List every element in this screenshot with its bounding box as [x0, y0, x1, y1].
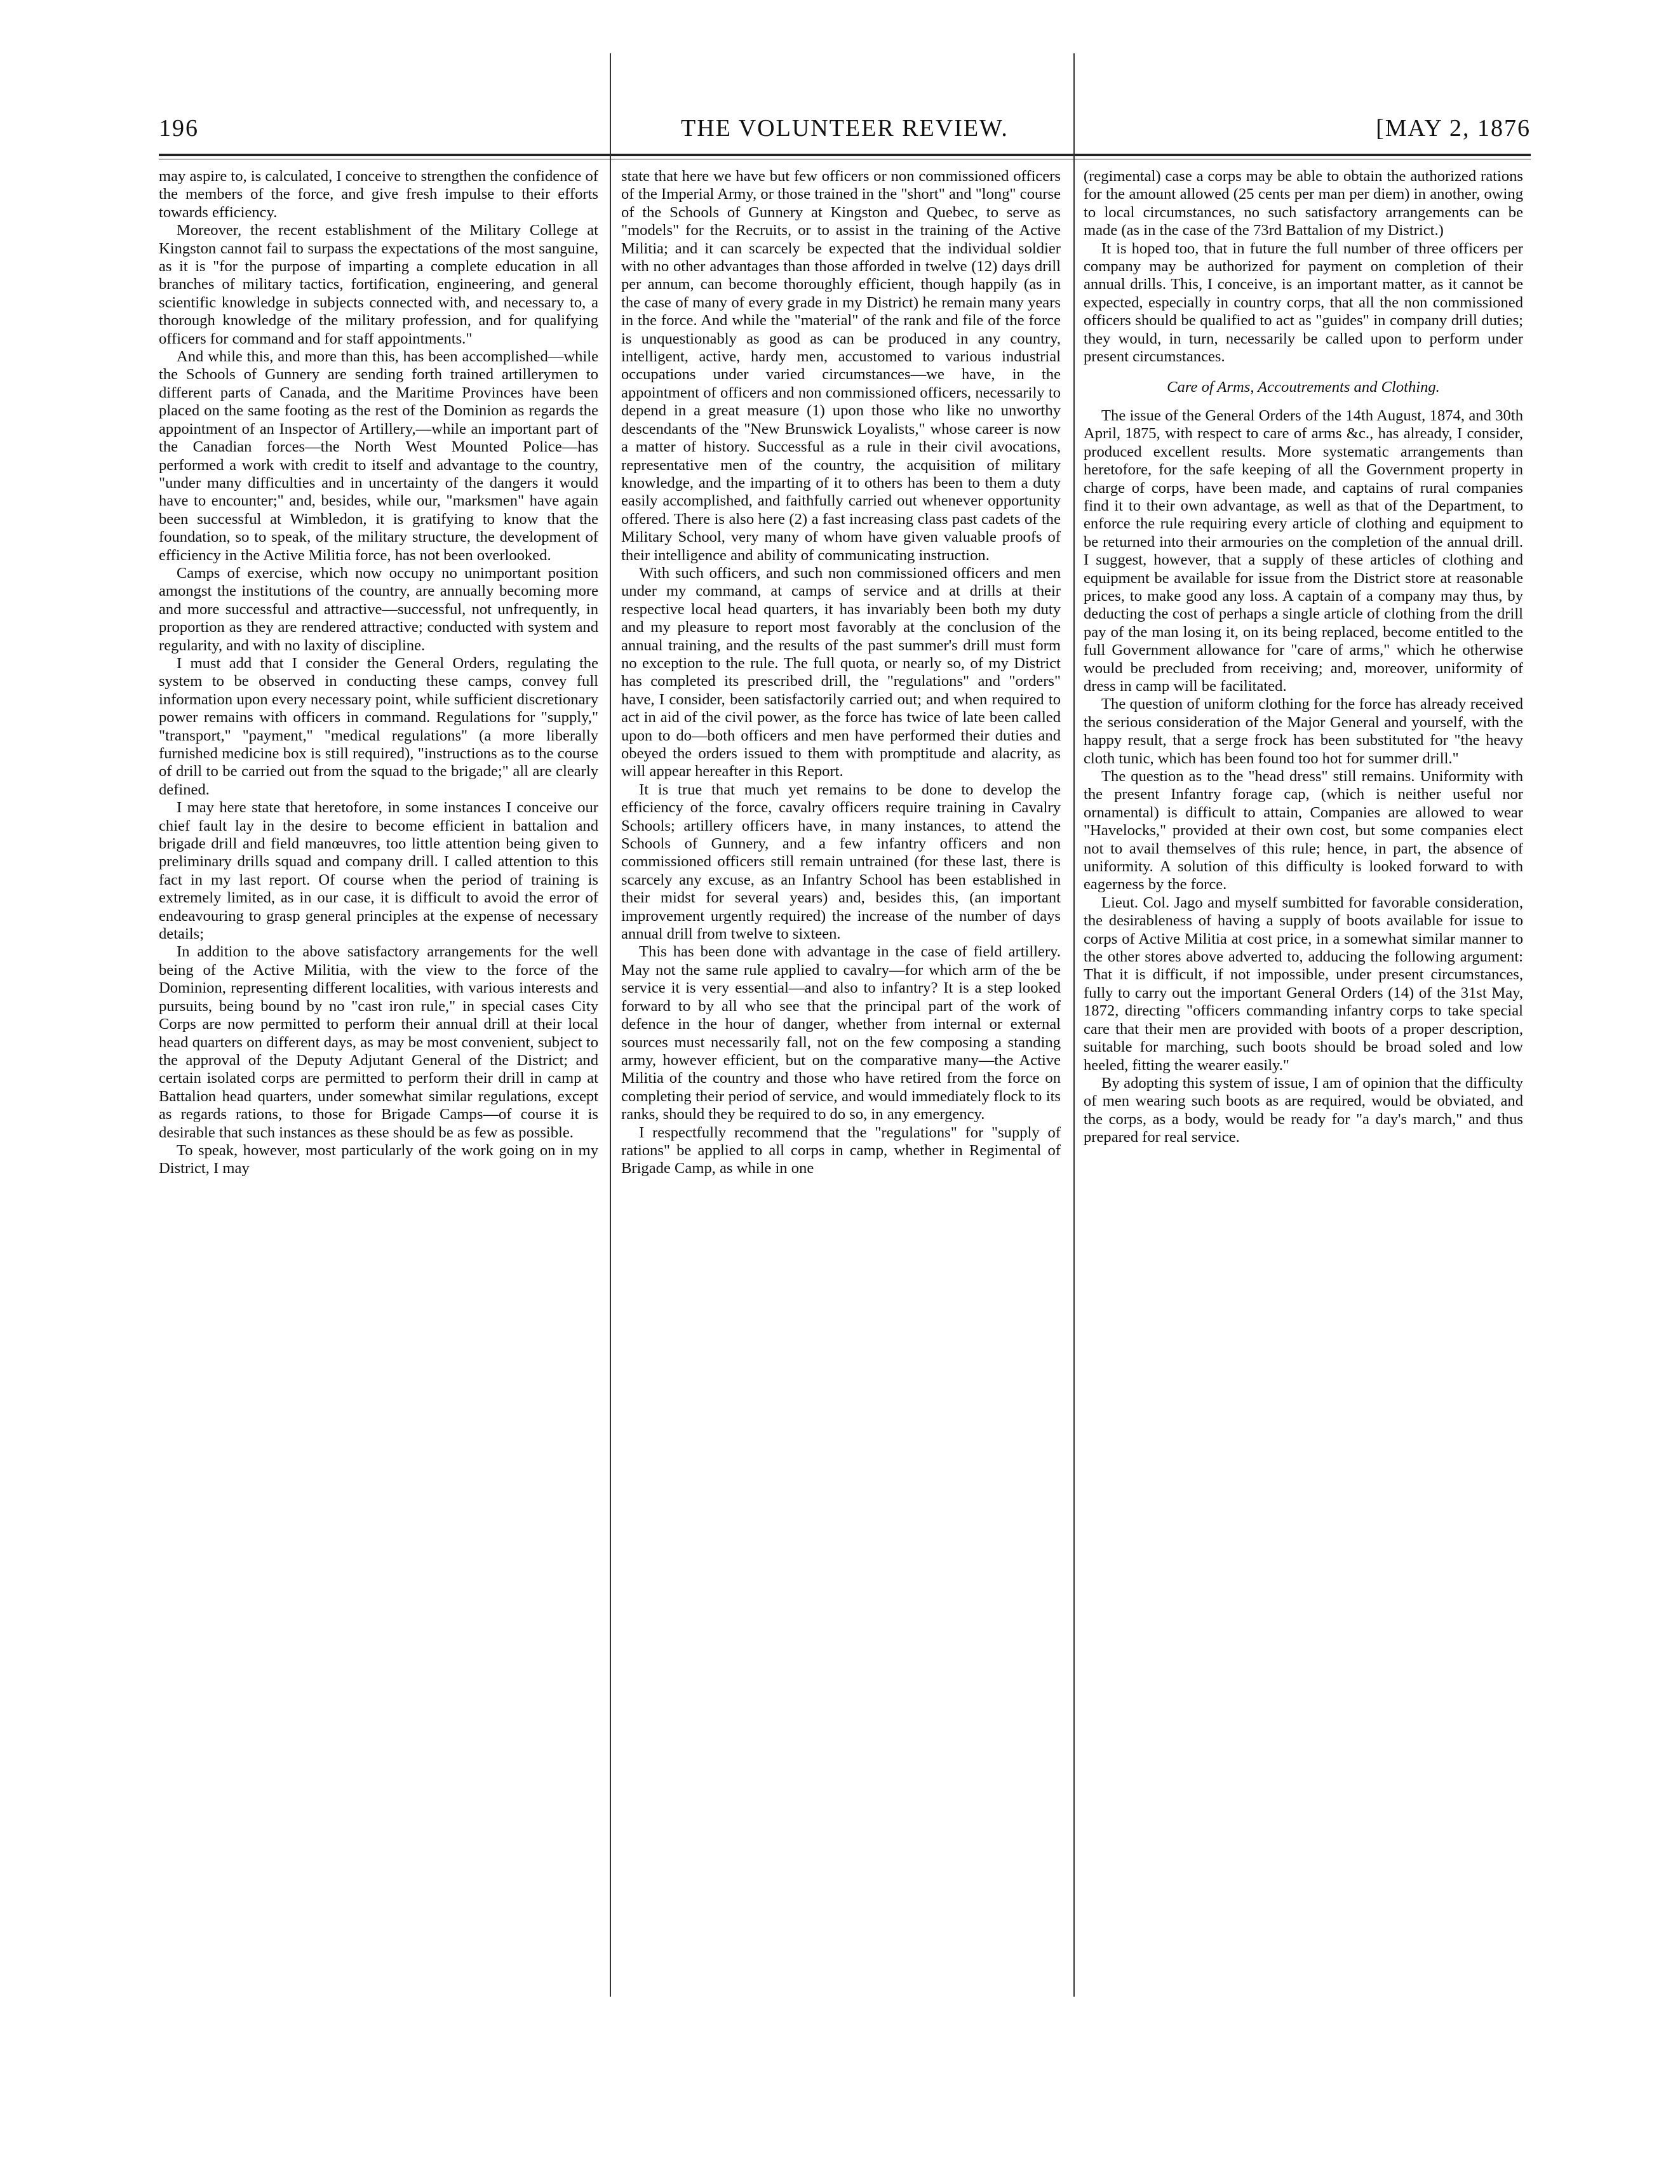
article-columns: [159, 168, 1531, 2124]
newspaper-page: [159, 114, 1531, 2134]
paragraph: The issue of the General Orders of the 14th August, 1874, and 30th April, 1875, with respect to care of arms &c., has already, I consider, produced excellent results. More systematic arrangements than heretofore, for the safe keeping of all the Government property in charge of corps, have been made, and captains of rural companies find it to their own advantage, as well as that of the Department, to enforce the rule requiring every article of clothing and equipment to be returned into their armouries on the completion of the annual drill. I suggest, however, that a supply of these articles of clothing and equipment be available for issue from the District store at reasonable prices, to make good any loss. A captain of a company may thus, by deducting the cost of perhaps a single article of clothing from the drill pay of the man losing it, on its being replaced, become entitled to the full Government allowance for "care of arms," which he otherwise would be precluded from receiving; and, moreover, uniformity of dress in camp will be facilitated.: [1084, 406, 1523, 695]
column-3: [1084, 168, 1523, 2124]
column-2: [621, 168, 1061, 2124]
paragraph: Lieut. Col. Jago and myself sumbitted for favorable consideration, the desirableness of having a supply of boots available for issue to corps of Active Militia at cost price, in a somewhat similar manner to the other stores above adverted to, adducing the following argument: That it is difficult, if not impossible, under present circumstances, fully to carry out the important General Orders (14) of the 31st May, 1872, directing "officers commanding infantry corps to take special care that their men are provided with boots of a proper description, suitable for marching, such boots should be broad soled and low heeled, fitting the wearer easily.": [1084, 894, 1523, 1074]
header-rule: [159, 154, 1531, 156]
masthead-title: THE VOLUNTEER REVIEW.: [681, 115, 1009, 142]
paragraph: Camps of exercise, which now occupy no unimportant position amongst the institutions of the country, are annually becoming more and more successful and attractive—successful, not unfrequently, in proportion as they are rendered attractive; conducted with system and regularity, and with no laxity of discipline.: [159, 564, 598, 654]
paragraph: I respectfully recommend that the "regulations" for "supply of rations" be applied to all corps in camp, whether in Regimental of Brigade Camp, as while in one: [621, 1123, 1061, 1177]
column-1: [159, 168, 598, 2124]
paragraph: It is true that much yet remains to be done to develop the efficiency of the force, cavalry officers require training in Cavalry Schools; artillery officers have, in many instances, to attend the Schools of Gunnery, and a few infantry officers and non commissioned officers still remain untrained (for these last, there is scarcely any excuse, as an Infantry School has been established in their midst for several years) and, besides this, (an important improvement urgently required) the increase of the number of days annual drill from twelve to sixteen.: [621, 780, 1061, 943]
paragraph: I may here state that heretofore, in some instances I conceive our chief fault lay in the desire to become efficient in battalion and brigade drill and field manœuvres, too little attention being given to preliminary drills squad and company drill. I called attention to this fact in my last report. Of course when the period of training is extremely limited, as in our case, it is difficult to avoid the error of endeavouring to grasp general principles at the expense of necessary details;: [159, 799, 598, 943]
paragraph: may aspire to, is calculated, I conceive to strengthen the confidence of the members of the force, and give fresh impulse to their efforts towards efficiency.: [159, 168, 598, 221]
paragraph: The question as to the "head dress" still remains. Uniformity with the present Infantry forage cap, (which is neither useful nor ornamental) is difficult to attain, Companies are allowed to wear "Havelocks," provided at their own cost, but some companies elect not to avail themselves of this rule; hence, in part, the absence of uniformity. A solution of this difficulty is looked forward to with eagerness by the force.: [1084, 768, 1523, 894]
paragraph: In addition to the above satisfactory arrangements for the well being of the Active Militia, with the view to the force of the Dominion, representing different localities, with various interests and pursuits, being bound by no "cast iron rule," in special cases City Corps are now permitted to perform their annual drill at their local head quarters on different days, as may be most convenient, subject to the approval of the Deputy Adjutant General of the District; and certain isolated corps are permitted to perform their drill in camp at Battalion head quarters, under somewhat similar regulations, except as regards rations, to those for Brigade Camps—of course it is desirable that such instances as these should be as few as possible.: [159, 943, 598, 1141]
paragraph: The question of uniform clothing for the force has already received the serious consideration of the Major General and yourself, with the happy result, that a serge frock has been substituted for "the heavy cloth tunic, which has been found too hot for summer drill.": [1084, 695, 1523, 767]
paragraph: With such officers, and such non commissioned officers and men under my command, at camps of service and at drills at their respective local head quarters, it has invariably been both my duty and my pleasure to report most favorably at the conclusion of the annual training, and the results of the past summer's drill must form no exception to the rule. The full quota, or nearly so, of my District has completed its prescribed drill, the "regulations" and "orders" have, I consider, been satisfactorily carried out; and when required to act in aid of the civil power, as the force has twice of late been called upon to do—both officers and men have performed their duties and obeyed the orders issued to them with promptitude and alacrity, as will appear hereafter in this Report.: [621, 564, 1061, 780]
column-divider: [610, 53, 611, 1997]
paragraph: And while this, and more than this, has been accomplished—while the Schools of Gunnery are sending forth trained artillerymen to different parts of Canada, and the Maritime Provinces have been placed on the same footing as the rest of the Dominion as regards the appointment of an Inspector of Artillery,—while an important part of the Canadian forces—the North West Mounted Police—has performed a work with credit to itself and advantage to the country, "under many difficulties and in uncertainty of the dangers it would have to encounter;" and, besides, while our, "marksmen" have again been successful at Wimbledon, it is gratifying to know that the foundation, so to speak, of the military structure, the development of efficiency in the Active Militia force, has not been overlooked.: [159, 348, 598, 564]
paragraph: To speak, however, most particularly of the work going on in my District, I may: [159, 1141, 598, 1177]
page-header: [159, 114, 1531, 152]
column-divider: [1073, 53, 1075, 1997]
paragraph: Moreover, the recent establishment of the Military College at Kingston cannot fail to surpass the expectations of the most sanguine, as it is "for the purpose of imparting a complete education in all branches of military tactics, fortification, engineering, and general scientific knowledge in subjects connected with, and necessary to, a thorough knowledge of the military profession, and for qualifying officers for command and for staff appointments.": [159, 222, 598, 347]
paragraph: I must add that I consider the General Orders, regulating the system to be observed in conducting these camps, convey full information upon every necessary point, while sufficient discretionary power remains with officers in command. Regulations for "supply," "transport," "payment," "medical regulations" (a more liberally furnished medicine box is still required), "instructions as to the course of drill to be carried out from the squad to the brigade;" all are clearly defined.: [159, 654, 598, 798]
section-heading: Care of Arms, Accoutrements and Clothing.: [1167, 379, 1440, 396]
paragraph: It is hoped too, that in future the full number of three officers per company may be authorized for payment on completion of their annual drills. This, I conceive, is an important matter, as it cannot be expected, especially in country corps, that all the non commissioned officers should be qualified to act as "guides" in company drill duties; they would, in turn, necessarily be called upon to perform under present circumstances.: [1084, 239, 1523, 366]
page-number: 196: [159, 115, 199, 142]
paragraph: This has been done with advantage in the case of field artillery. May not the same rule applied to cavalry—for which arm of the be service it is very essential—and also to infantry? It is a step looked forward to by all who see that the principal part of the work of defence in the hour of danger, whether from internal or external sources must necessarily fall, not on the few composing a standing army, however efficient, but on the comparative many—the Active Militia of the country and those who have retired from the force on completing their period of service, and would immediately flock to its ranks, should they be required to do so, in any emergency.: [621, 943, 1061, 1123]
paragraph: state that here we have but few officers or non commissioned officers of the Imperial Army, or those trained in the "short" and "long" course of the Schools of Gunnery at Kingston and Quebec, to serve as "models" for the Recruits, or to assist in the training of the Active Militia; and it can scarcely be expected that the individual soldier with no other advantages than those afforded in twelve (12) days drill per annum, can become thoroughly efficient, though happily (as in the case of many of every grade in my District) he remain many years in the force. And while the "material" of the rank and file of the force is unquestionably as good as can be produced in any country, intelligent, active, hardy men, accustomed to various industrial occupations under varied circumstances—we have, in the appointment of officers and non commissioned officers, necessarily to depend in a great measure (1) upon those who like no unworthy descendants of the "New Brunswick Loyalists," whose career is now a matter of history. Successful as a rule in their civil avocations, representative men of the country, the acquisition of military knowledge, and the imparting of it to others has been to them a duty easily accomplished, and faithfully carried out whenever opportunity offered. There is also here (2) a fast increasing class past cadets of the Military School, very many of whom have given valuable proofs of their intelligence and ability of communicating instruction.: [621, 168, 1061, 564]
paragraph: (regimental) case a corps may be able to obtain the authorized rations for the amount allowed (25 cents per man per diem) in another, owing to local circumstances, no such satisfactory arrangements can be made (as in the case of the 73rd Battalion of my District.): [1084, 168, 1523, 239]
paragraph: By adopting this system of issue, I am of opinion that the difficulty of men wearing such boots as are required, would be obviated, and the corps, as a body, would be ready for "a day's march," and thus prepared for real service.: [1084, 1074, 1523, 1146]
issue-date: [MAY 2, 1876: [1376, 115, 1531, 142]
